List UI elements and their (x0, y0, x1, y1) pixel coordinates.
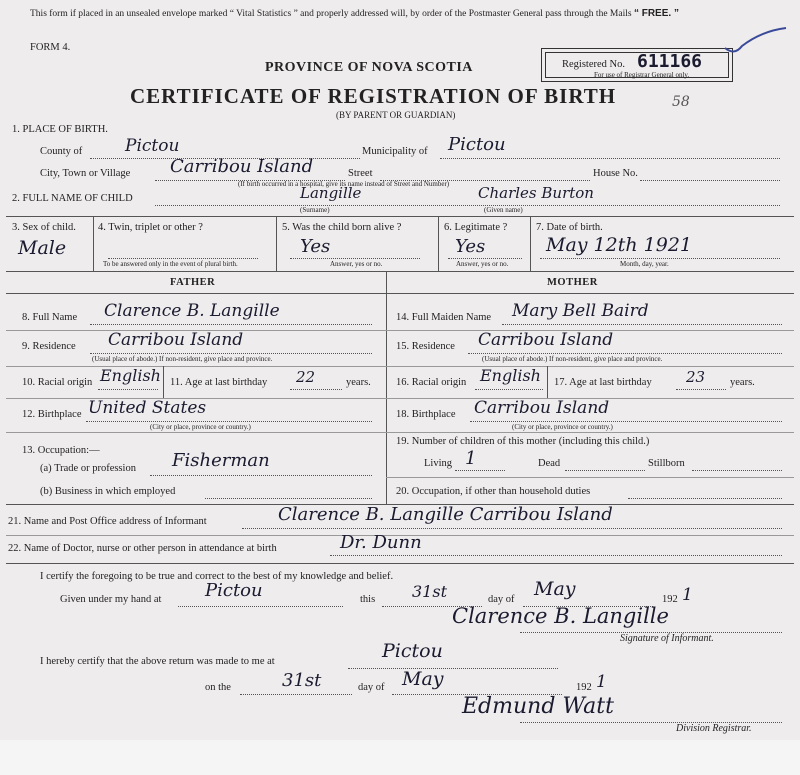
given-name-caption: (Given name) (484, 206, 523, 214)
divider-item-5 (276, 216, 277, 271)
street-label: Street (348, 168, 373, 179)
registrar-year-prefix: 192 (576, 682, 592, 693)
informant-label: 21. Name and Post Office address of Informant (8, 516, 207, 527)
mother-racial-line (475, 389, 543, 390)
informant-signature: Clarence B. Langille (452, 604, 669, 628)
on-the-label: on the (205, 682, 231, 693)
alive-note: Answer, yes or no. (330, 260, 383, 268)
page-title: CERTIFICATE OF REGISTRATION OF BIRTH (130, 84, 617, 108)
alive-line (290, 258, 420, 259)
registrar-year-suffix: 1 (596, 672, 607, 692)
registrar-use-note: For use of Registrar General only. (594, 71, 690, 79)
registrar-place-value: Pictou (382, 640, 443, 662)
living-value: 1 (465, 448, 477, 469)
county-label: County of (40, 146, 83, 157)
father-racial-line (98, 389, 158, 390)
county-value: Pictou (125, 136, 180, 156)
mother-name-label: 14. Full Maiden Name (396, 312, 492, 323)
twin-note: To be answered only in the event of plural birth. (103, 260, 238, 268)
this-label: this (360, 594, 376, 605)
rule-row-19 (386, 477, 794, 478)
father-heading: FATHER (170, 277, 216, 288)
child-name-label: 2. FULL NAME OF CHILD (12, 193, 133, 204)
house-number-line (640, 180, 780, 181)
mother-residence-label: 15. Residence (396, 341, 455, 352)
father-trade-line (150, 475, 372, 476)
margin-mark: 58 (672, 94, 690, 110)
city-value: Carribou Island (170, 156, 314, 177)
sex-value: Male (18, 237, 67, 259)
mother-birthplace-value: Carribou Island (474, 398, 610, 418)
mother-age-value: 23 (686, 368, 706, 386)
alive-label: 5. Was the child born alive ? (282, 222, 402, 233)
father-racial-value: English (100, 366, 161, 385)
rule-items-bottom (6, 271, 794, 272)
place-of-birth-label: 1. PLACE OF BIRTH. (12, 124, 108, 135)
date-of-birth-value: May 12th 1921 (546, 234, 692, 256)
father-residence-line (90, 353, 372, 354)
legitimate-note: Answer, yes or no. (456, 260, 509, 268)
free-mark: “ FREE. ” (633, 8, 679, 19)
mother-residence-line (468, 353, 782, 354)
informant-line (242, 528, 782, 529)
given-place-value: Pictou (205, 580, 263, 601)
father-residence-label: 9. Residence (22, 341, 76, 352)
date-of-birth-label: 7. Date of birth. (536, 222, 603, 233)
registered-number: 611166 (637, 51, 703, 72)
legitimate-line (448, 258, 522, 259)
father-age-label: 11. Age at last birthday (170, 377, 268, 388)
registrar-signature-caption: Division Registrar. (676, 723, 752, 734)
doctor-label: 22. Name of Doctor, nurse or other person in attendance at birth (8, 543, 277, 554)
form-number: FORM 4. (30, 42, 71, 53)
divider-item-4 (93, 216, 94, 271)
father-age-divider (163, 366, 164, 398)
registrar-statement: I hereby certify that the above return was made to me at (40, 656, 275, 667)
registrar-day-value: 31st (282, 670, 322, 691)
informant-value: Clarence B. Langille Carribou Island (278, 504, 613, 525)
postal-notice-text: This form if placed in an unsealed envelope marked “ Vital Statistics ” and properly addressed will, by order of the Postmaster General pass through the Mails (30, 9, 632, 19)
province-heading: PROVINCE OF NOVA SCOTIA (265, 60, 473, 75)
mother-occupation-line (628, 498, 782, 499)
mother-racial-label: 16. Racial origin (396, 377, 467, 388)
mother-children-label: 19. Number of children of this mother (including this child.) (396, 436, 650, 447)
page-subtitle: (BY PARENT OR GUARDIAN) (336, 110, 456, 120)
mother-residence-note: (Usual place of abode.) If non-resident, give place and province. (482, 355, 663, 363)
father-name-line (90, 324, 372, 325)
sex-label: 3. Sex of child. (12, 222, 76, 233)
month-value: May (534, 578, 576, 600)
child-name-line (155, 205, 780, 206)
father-age-line (290, 389, 342, 390)
municipality-label: Municipality of (362, 146, 428, 157)
certification-statement: I certify the foregoing to be true and correct to the best of my knowledge and belief. (40, 571, 394, 582)
registrar-signature: Edmund Watt (462, 694, 614, 719)
living-label: Living (424, 458, 452, 469)
father-birthplace-value: United States (88, 398, 207, 418)
twin-line (108, 258, 258, 259)
father-residence-value: Carribou Island (108, 330, 244, 350)
mother-heading: MOTHER (547, 277, 598, 288)
father-business-line (205, 498, 372, 499)
stillborn-label: Stillborn (648, 458, 685, 469)
mother-birthplace-label: 18. Birthplace (396, 409, 456, 420)
registrar-day-line (240, 694, 352, 695)
mother-years-label: years. (730, 377, 755, 388)
municipality-value: Pictou (448, 134, 506, 155)
mother-birthplace-note: (City or place, province or country.) (512, 423, 613, 431)
rule-parents-heading (6, 293, 794, 294)
child-surname-value: Langille (300, 184, 362, 202)
doctor-value: Dr. Dunn (340, 532, 422, 553)
father-racial-label: 10. Racial origin (22, 377, 93, 388)
mother-age-line (676, 389, 726, 390)
father-name-label: 8. Full Name (22, 312, 78, 323)
registrar-place-line (348, 668, 558, 669)
father-years-label: years. (346, 377, 371, 388)
house-number-label: House No. (593, 168, 638, 179)
father-age-value: 22 (296, 368, 316, 386)
given-under-hand-label: Given under my hand at (60, 594, 162, 605)
surname-caption: (Surname) (300, 206, 330, 214)
father-birthplace-note: (City or place, province or country.) (150, 423, 251, 431)
stillborn-line (692, 470, 782, 471)
divider-item-7 (530, 216, 531, 271)
mother-name-line (502, 324, 782, 325)
twin-label: 4. Twin, triplet or other ? (98, 222, 203, 233)
city-label: City, Town or Village (40, 168, 131, 179)
doctor-line (330, 555, 782, 556)
registered-label: Registered No. (562, 59, 625, 70)
registration-box (541, 48, 733, 82)
informant-signature-caption: Signature of Informant. (620, 633, 714, 644)
father-trade-value: Fisherman (172, 450, 270, 471)
registrar-month-value: May (402, 668, 444, 690)
date-of-birth-note: Month, day, year. (620, 260, 669, 268)
mother-age-divider (547, 366, 548, 398)
dead-label: Dead (538, 458, 561, 469)
year-prefix: 192 (662, 594, 678, 605)
father-name-value: Clarence B. Langille (104, 301, 280, 321)
bottom-margin (0, 740, 800, 775)
postal-notice (30, 8, 679, 19)
father-business-label: (b) Business in which employed (40, 486, 176, 497)
rule-items-top (6, 216, 794, 217)
father-trade-label: (a) Trade or profession (40, 463, 136, 474)
day-of-label: day of (488, 594, 515, 605)
mother-age-label: 17. Age at last birthday (554, 377, 652, 388)
living-line (455, 470, 505, 471)
municipality-line (440, 158, 780, 159)
mother-name-value: Mary Bell Baird (512, 301, 649, 321)
mother-occupation-label: 20. Occupation, if other than household duties (396, 486, 591, 497)
parents-divider (386, 271, 387, 504)
rule-doctor (6, 563, 794, 564)
hospital-note: (If birth occurred in a hospital, give its name instead of Street and Number) (238, 180, 450, 188)
year-suffix: 1 (682, 585, 693, 605)
given-place-line (178, 606, 343, 607)
day-value: 31st (412, 582, 447, 601)
child-given-name-value: Charles Burton (478, 184, 594, 202)
alive-value: Yes (300, 236, 331, 257)
rule-row-12 (6, 432, 794, 433)
father-residence-note: (Usual place of abode.) If non-resident, give place and province. (92, 355, 273, 363)
divider-item-6 (438, 216, 439, 271)
checkmark-icon (720, 26, 790, 58)
legitimate-value: Yes (455, 236, 486, 257)
father-occupation-label: 13. Occupation:— (22, 445, 100, 456)
mother-residence-value: Carribou Island (478, 330, 614, 350)
mother-racial-value: English (480, 366, 541, 385)
registrar-day-of-label: day of (358, 682, 385, 693)
father-birthplace-label: 12. Birthplace (22, 409, 82, 420)
father-birthplace-line (86, 421, 372, 422)
mother-birthplace-line (470, 421, 782, 422)
legitimate-label: 6. Legitimate ? (444, 222, 508, 233)
dead-line (565, 470, 645, 471)
date-of-birth-line (540, 258, 780, 259)
